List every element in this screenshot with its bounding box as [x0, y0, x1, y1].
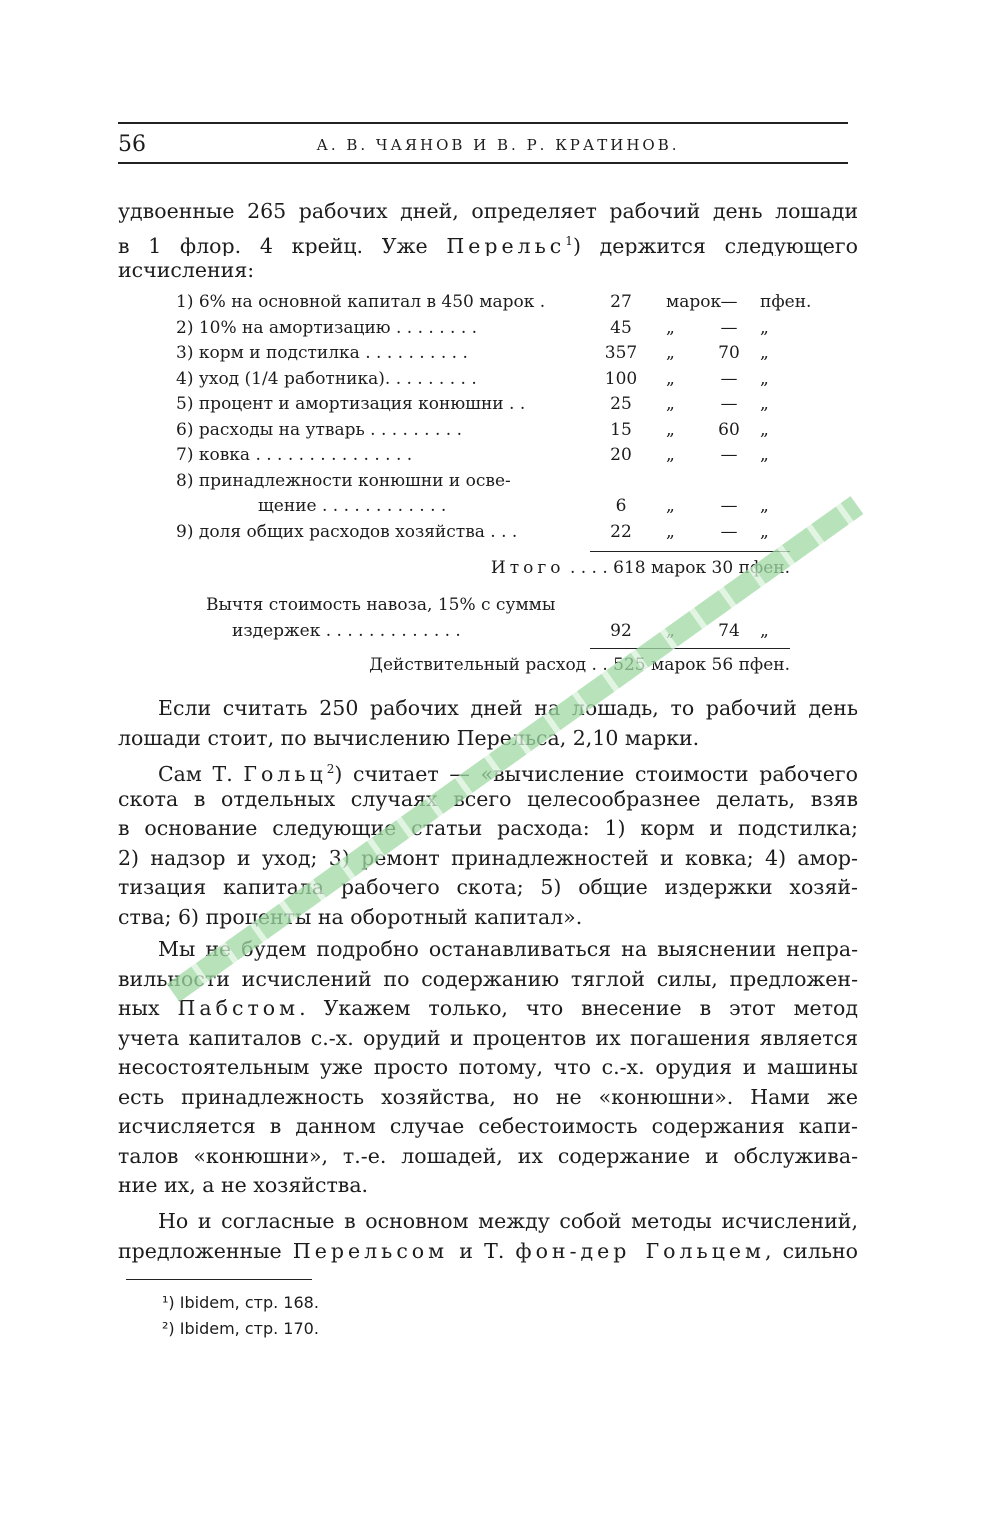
footnote-text: Ibidem, стр. 168.	[179, 1293, 319, 1312]
table-row	[176, 292, 812, 318]
footnote-text: Ibidem, стр. 170.	[179, 1319, 319, 1338]
row-unit2: „	[760, 368, 769, 389]
row-amount: 25	[610, 394, 632, 414]
text-line: тизация капитала рабочего скота; 5) общие издержки хозяй-	[118, 875, 858, 899]
text-line: Если считать 250 рабочих дней на лошадь, то рабочий день	[158, 696, 858, 720]
text-line: Но и согласные в основном между собой методы исчислений,	[158, 1209, 858, 1233]
row-unit2: „	[760, 394, 769, 414]
row-unit: „	[666, 317, 675, 338]
text-line: в основание следующие статьи расхода: 1) корм и подстилка;	[118, 816, 858, 840]
row-amount: 6	[615, 496, 627, 516]
row-unit: „	[666, 496, 675, 516]
actual-rule	[590, 648, 790, 649]
row-pfennig: —	[720, 368, 738, 389]
row-pfennig: —	[720, 292, 738, 312]
row-label: 1) 6% на основной капитал в 450 марок .	[176, 292, 546, 312]
row-unit2: „	[760, 343, 769, 363]
text-line: удвоенные 265 рабочих дней, определяет рабочий день лошади	[118, 199, 858, 223]
paragraph	[118, 694, 858, 753]
text-line: ние их, а не хозяйства.	[118, 1173, 369, 1197]
author-name: Перельс	[446, 233, 566, 256]
row-label: щение . . . . . . . . . . . .	[258, 496, 447, 516]
text-line: несостоятельным уже просто потому, что с.-х. орудия и машины	[118, 1055, 858, 1079]
author-name: Перельсом	[292, 1238, 449, 1263]
total-value: 618 марок 30 пфен.	[613, 558, 790, 578]
subtotal-rule	[590, 551, 790, 552]
row-label: 3) корм и подстилка . . . . . . . . . .	[176, 343, 468, 363]
row-unit2: „	[760, 317, 769, 338]
author-name: фон-дер Гольцем	[515, 1238, 765, 1263]
row-unit: „	[666, 521, 675, 542]
table-row	[176, 343, 796, 369]
table-row	[176, 420, 796, 446]
footnote	[162, 1319, 319, 1338]
header-bottom-rule	[118, 162, 848, 164]
deduction-pfennig: 74	[718, 620, 740, 641]
header-top-rule	[118, 122, 848, 124]
cost-table	[176, 292, 812, 547]
row-unit: „	[666, 394, 675, 414]
text-line: талов «конюшни», т.-е. лошадей, их содержание и обслужива-	[118, 1143, 858, 1168]
row-pfennig: 60	[718, 419, 740, 440]
row-pfennig: —	[720, 496, 738, 516]
footnote-mark: ²)	[162, 1319, 175, 1338]
row-amount: 15	[610, 419, 632, 440]
row-label: 4) уход (1/4 работника). . . . . . . . .	[176, 368, 477, 389]
text-line: ства; 6) проценты на оборотный капитал».	[118, 904, 583, 929]
row-pfennig: —	[720, 317, 738, 338]
text-line: есть принадлежность хозяйства, но не «конюшни». Нами же	[118, 1084, 858, 1109]
row-unit2: „	[760, 445, 769, 465]
text-line: предложенные Перельсом и Т. фон-дер Гольцем, сильно	[118, 1238, 858, 1263]
row-label: 9) доля общих расходов хозяйства . . .	[176, 521, 518, 542]
row-unit: „	[666, 419, 675, 440]
table-row	[176, 522, 796, 548]
row-label: 2) 10% на амортизацию . . . . . . . .	[176, 317, 478, 338]
row-unit2: „	[760, 521, 769, 542]
row-amount: 45	[610, 317, 632, 338]
deduction-amount: 92	[610, 620, 632, 641]
text-line: Сам Т. Гольц$^2$) считает — «вычисление стоимости рабочего	[158, 761, 858, 785]
row-unit2: „	[760, 496, 769, 516]
table-row	[176, 496, 796, 522]
table-row	[176, 445, 796, 471]
footnote-rule	[126, 1279, 312, 1280]
footnote-mark: ¹)	[162, 1293, 175, 1312]
deduction-label: издержек . . . . . . . . . . . . .	[232, 620, 461, 641]
text-line: Мы не будем подробно останавливаться на выяснении непра-	[158, 937, 858, 961]
running-title: А. В. ЧАЯНОВ И В. Р. КРАТИНОВ.	[316, 136, 680, 154]
page-header	[118, 132, 848, 162]
row-amount: 20	[610, 445, 632, 465]
table-row	[176, 471, 796, 497]
author-name: Пабстом	[177, 996, 300, 1020]
paragraph	[118, 1207, 858, 1266]
table-row	[176, 394, 796, 420]
row-amount: 27	[610, 292, 632, 312]
row-label: 8) принадлежности конюшни и осве-	[176, 470, 511, 491]
table-row	[176, 318, 796, 344]
text-line: вильности исчислений по содержанию тяглой силы, предложен-	[118, 966, 858, 991]
footnote-ref: 2	[326, 762, 335, 776]
row-pfennig: —	[720, 394, 738, 414]
row-amount: 357	[604, 343, 638, 363]
text-line: учета капиталов с.-х. орудий и процентов их погашения является	[118, 1025, 858, 1050]
text-line: лошади стоит, по вычислению Перельса, 2,10 марки.	[118, 725, 700, 750]
footnote	[162, 1293, 319, 1312]
row-label: 7) ковка . . . . . . . . . . . . . . .	[176, 445, 413, 465]
row-label: 6) расходы на утварь . . . . . . . . .	[176, 419, 463, 440]
book-page: 56 А. В. ЧАЯНОВ И В. Р. КРАТИНОВ. удвоенные 265 рабочих дней, определяет рабочий день лошади в 1 флор. 4 крейц. Уже Перельс$^1$) держится следующего исчисления: 1) 6% на основной капитал в 450 марок . 27 марок — пфен. 2) 10% на амортизацию . . . . . . . . 45 „ — „ 3) корм и подстилка . . . . . . . . . . 357 „ 70 „ 4) уход (1/4 работника). . . . . . . . . 100 „ — „ 5) процент и амортизация конюшни . . 25 „ — „ 6) расходы на утварь . . . . . . . . . 15 „ 60 „ 7) ковка . . . . . . . . . . . . . . . 20 „ — „ 8) принадлежности конюшни и осве- щение . . . . . . . . . . . . 6 „ — „ 9) доля общих расходов хозяйства . . . 22 „ — „ Итого . . . . 618 марок 30 пфен. Вычтя стоимость навоза, 15% с суммы издержек . . . . . . . . . . . . . 92 74 „ Действительный расход . . 525 марок 56 пфен. Если считать 250 рабочих дней на лошадь, то рабочий день лошади стоит, по вычислению Перельса, 2,10 марки. Сам Т. Гольц$^2$) считает — «вычисление стоимости рабочего скота в отдельных случаях всего целесообразнее делать, взяв в основание следующие статьи расхода: 1) корм и подстилка; 2) надзор и уход; 3) ремонт принадлежностей и ковка; 4) амор- тизация капитала рабочего скота; 5) общие издержки хозяй- ства; 6) проценты на оборотный капитал». Мы не будем подробно останавливаться на выяснении непра- вильности исчислений по содержанию тяглой силы, предложен- ных Пабстом. Укажем только, что внесение в этот метод учета капиталов с.-х. орудий и процентов их погашения является несостоятельным уже просто потому, что с.-х. орудия и машины есть принадлежность хозяйства, но не «конюшни». Нами же исчисляется в данном случае себестоимость содержания капи- талов «конюшни», т.-е. лошадей, их содержание и обслужива- ние их, а не хозяйства. Но и согласные в основном между собой методы исчислений, предложенные Перельсом и Т. фон-дер Гольцем, сильно ¹) Ibidem, стр. 168. ²) Ibidem, стр. 170.	[0, 0, 995, 1536]
row-unit2: „	[760, 419, 769, 440]
text-line: в 1 флор. 4 крейц. Уже Перельс$^1$) держится следующего	[118, 233, 858, 256]
row-unit: „	[666, 343, 675, 363]
text-line: скота в отдельных случаях всего целесообразнее делать, взяв	[118, 786, 858, 811]
text-line: исчисления:	[118, 258, 255, 282]
row-pfennig: —	[720, 521, 738, 542]
footnote-ref: 1	[565, 233, 573, 248]
row-unit: марок	[666, 292, 722, 312]
total-label: Итого	[490, 558, 565, 578]
author-name: Гольц	[243, 761, 327, 785]
intro-paragraph	[118, 197, 858, 286]
page-number: 56	[118, 132, 146, 157]
row-pfennig: 70	[718, 343, 740, 363]
deduction-unit2: „	[760, 620, 769, 641]
row-unit: „	[666, 368, 675, 389]
text-line: исчисляется в данном случае себестоимость содержания капи-	[118, 1114, 858, 1138]
text-line: 2) надзор и уход; 3) ремонт принадлежностей и ковка; 4) амор-	[118, 845, 858, 870]
table-row	[176, 369, 796, 395]
row-unit: „	[666, 445, 675, 465]
row-amount: 22	[610, 521, 632, 542]
row-pfennig: —	[720, 445, 738, 465]
paragraph	[118, 935, 858, 1201]
text-line: ных Пабстом. Укажем только, что внесение в этот метод	[118, 996, 858, 1020]
row-unit2: пфен.	[760, 292, 812, 312]
row-label: 5) процент и амортизация конюшни . .	[176, 394, 526, 414]
row-amount: 100	[604, 368, 638, 389]
deduction-label: Вычтя стоимость навоза, 15% с суммы	[206, 595, 556, 615]
actual-value: Действительный расход . . 525 марок 56 пфен.	[369, 655, 790, 675]
